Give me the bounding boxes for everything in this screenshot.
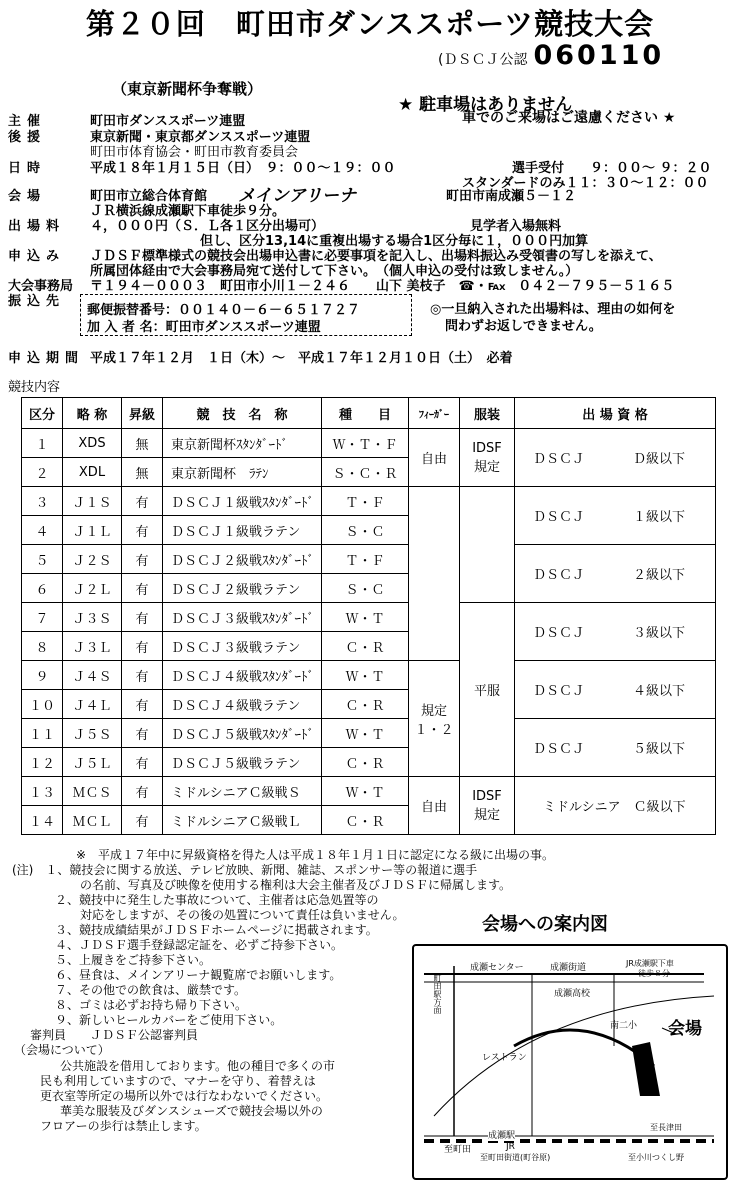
office-row <box>8 275 674 294</box>
cell-dress: 平服 <box>460 603 515 777</box>
cell-promotion: 有 <box>122 545 163 574</box>
qual-org: ＤＳＣＪ <box>533 568 586 583</box>
cell-division: １３ <box>22 777 63 806</box>
refund-1: ◎一旦納入された出場料は、理由の如何を <box>430 302 676 317</box>
datetime: 平成１８年１月１５日（日） ９：００～１９：００ <box>90 161 396 176</box>
cell-dress <box>460 487 515 603</box>
note-9: ９、新しいヒールカバーをご使用下さい。 <box>55 1013 283 1027</box>
map-label: 成瀬センター <box>470 963 524 973</box>
qual-level: Ｄ級以下 <box>633 452 686 467</box>
parking-note: 車でのご来場はご遠慮ください ★ <box>462 110 676 126</box>
cell-dances: Ｗ・Ｔ <box>322 603 409 632</box>
map-label: 成瀬駅 <box>488 1128 515 1141</box>
reception2: スタンダードのみ１１：３０～１２：００ <box>462 176 709 191</box>
qual-level: ３級以下 <box>633 626 686 641</box>
cell-dances: Ｔ・Ｆ <box>322 487 409 516</box>
cell-qualification: ミドルシニア Ｃ級以下 <box>515 777 716 835</box>
cell-division: １１ <box>22 719 63 748</box>
cell-division: ５ <box>22 545 63 574</box>
cell-dances: Ｗ・Ｔ <box>322 777 409 806</box>
venue-rule-5: フロアーの歩行は禁止します。 <box>40 1119 207 1133</box>
cell-division: ３ <box>22 487 63 516</box>
col-header: 出 場 資 格 <box>515 398 716 429</box>
transfer-label: 振込先 <box>8 294 66 309</box>
office-label: 大会事務局 <box>8 279 74 294</box>
cell-abbr: Ｊ２Ｌ <box>63 574 122 603</box>
cell-name: ＤＳＣＪ３級戦ラテン <box>163 632 322 661</box>
apply1: ＪＤＳＦ標準様式の競技会出場申込書に必要事項を記入し、出場料振込み受領書の写しを添えて、 <box>90 249 662 264</box>
cell-division: ８ <box>22 632 63 661</box>
qual-level: ５級以下 <box>633 742 686 757</box>
cell-abbr: Ｊ１Ｌ <box>63 516 122 545</box>
note-2b: 対応をしますが、その後の処置について責任は負いません。 <box>80 908 405 922</box>
cell-dances: Ｔ・Ｆ <box>322 545 409 574</box>
cell-qualification <box>515 603 716 661</box>
approval <box>438 40 664 71</box>
note-7: ７、その他での飲食は、厳禁です。 <box>55 983 247 997</box>
map-title: 会場への案内図 <box>482 914 608 935</box>
approval-label: (ＤＳＣＪ公認 <box>438 52 528 68</box>
dress-idsf: IDSF <box>472 440 502 456</box>
map-label: JR成瀬駅下車 <box>626 959 674 968</box>
venue-address: 町田市南成瀬５－１２ <box>446 189 577 204</box>
cell-division: ７ <box>22 603 63 632</box>
cell-dress <box>460 429 515 487</box>
transfer-name: 加 入 者 名：町田市ダンススポーツ連盟 <box>87 320 321 335</box>
dress-rule: 規定 <box>473 807 500 823</box>
cell-abbr: Ｊ４Ｓ <box>63 661 122 690</box>
map-label: 至町田街道(町谷原) <box>480 1153 551 1162</box>
cell-name: ＤＳＣＪ２級戦ｽﾀﾝﾀﾞｰﾄﾞ <box>163 545 322 574</box>
cell-abbr: XDL <box>63 458 122 487</box>
cell-promotion: 有 <box>122 748 163 777</box>
venue-rule-3: 更衣室等所定の場所以外では行なわないでください。 <box>40 1089 329 1103</box>
fee-label: 出場料 <box>8 219 66 234</box>
qual-level: ２級以下 <box>633 568 686 583</box>
cell-division: １０ <box>22 690 63 719</box>
note-5: ５、上履きをご持参下さい。 <box>55 953 212 967</box>
reception1: 選手受付 ９：００～ ９：２０ <box>512 161 712 176</box>
cell-promotion: 有 <box>122 516 163 545</box>
cell-promotion: 有 <box>122 603 163 632</box>
cell-abbr: ＭＣＳ <box>63 777 122 806</box>
venue-arena: メインアリーナ <box>238 186 356 206</box>
cell-figure <box>409 487 460 661</box>
cell-dances: Ｗ・Ｔ <box>322 719 409 748</box>
cell-dances: Ｗ・Ｔ・Ｆ <box>322 429 409 458</box>
col-header: 区分 <box>22 398 63 429</box>
cell-name: ＤＳＣＪ５級戦ラテン <box>163 748 322 777</box>
cell-name: ＤＳＣＪ３級戦ｽﾀﾝﾀﾞｰﾄﾞ <box>163 603 322 632</box>
cell-name: ミドルシニアＣ級戦Ｌ <box>163 806 322 835</box>
cell-name: ＤＳＣＪ１級戦ラテン <box>163 516 322 545</box>
access: ＪＲ横浜線成瀬駅下車徒歩９分。 <box>90 204 286 219</box>
cell-division: １２ <box>22 748 63 777</box>
cell-name: ミドルシニアＣ級戦Ｓ <box>163 777 322 806</box>
map-label: 至長津田 <box>650 1123 682 1132</box>
table-row <box>22 545 716 574</box>
note-6: ６、昼食は、メインアリーナ観覧席でお願いします。 <box>55 968 342 982</box>
cell-promotion: 無 <box>122 458 163 487</box>
cell-figure <box>409 661 460 777</box>
col-header: 服装 <box>460 398 515 429</box>
cell-promotion: 有 <box>122 661 163 690</box>
qual-org: ＤＳＣＪ <box>533 452 586 467</box>
period-row <box>8 347 513 366</box>
cell-promotion: 有 <box>122 574 163 603</box>
cell-abbr: Ｊ３Ｓ <box>63 603 122 632</box>
cell-promotion: 有 <box>122 719 163 748</box>
cell-dances: Ｓ・Ｃ <box>322 516 409 545</box>
judge: 審判員 ＪＤＳＦ公認審判員 <box>30 1028 199 1042</box>
fee: ４，０００円（Ｓ．Ｌ各１区分出場可） <box>90 219 325 234</box>
map-label: 成瀬高校 <box>554 989 591 999</box>
fee-note: 但し、区分13,14に重複出場する場合1区分毎に１，０００円加算 <box>200 234 589 249</box>
cell-abbr: XDS <box>63 429 122 458</box>
map-label: 徒歩８分 <box>638 969 670 978</box>
cell-dances: Ｃ・Ｒ <box>322 806 409 835</box>
note-8: ８、ゴミは必ずお持ち帰り下さい。 <box>55 998 248 1012</box>
cell-name: 東京新聞杯ｽﾀﾝﾀﾞｰﾄﾞ <box>163 429 322 458</box>
qual-org: ＤＳＣＪ <box>533 626 586 641</box>
table-row <box>22 603 716 632</box>
cell-dances: Ｓ・Ｃ・Ｒ <box>322 458 409 487</box>
map-label: レストラン <box>482 1053 527 1063</box>
sponsor2: 町田市体育協会・町田市教育委員会 <box>90 145 299 160</box>
cell-promotion: 無 <box>122 429 163 458</box>
cell-dances: Ｃ・Ｒ <box>322 690 409 719</box>
cup-title: （東京新聞杯争奪戦） <box>112 80 263 98</box>
datetime-label: 日時 <box>8 161 47 176</box>
venue-rule-1: 公共施設を借用しております。他の種目で多くの市 <box>60 1059 336 1073</box>
cell-dances: Ｓ・Ｃ <box>322 574 409 603</box>
cell-division: １４ <box>22 806 63 835</box>
apply-label: 申込み <box>8 249 66 264</box>
table-row <box>22 429 716 458</box>
cell-qualification <box>515 719 716 777</box>
figure-rule: 規定 <box>420 703 447 719</box>
cell-dances: Ｃ・Ｒ <box>322 632 409 661</box>
table-row <box>22 661 716 690</box>
map-venue-label: 会場 <box>668 1019 702 1039</box>
period: 平成１７年１２月 １日（木）～ 平成１７年１２月１０日（土） 必着 <box>90 351 513 366</box>
apply2: 所属団体経由で大会事務局宛て送付して下さい。 （個人申込の受付は致しません。） <box>90 264 579 279</box>
note-3: ３、競技成績結果がＪＤＳＦホームページに掲載されます。 <box>55 923 378 937</box>
transfer-row <box>8 290 90 309</box>
sponsor1: 東京新聞・東京都ダンススポーツ連盟 <box>90 130 311 145</box>
venue: 町田市立総合体育館 <box>90 189 208 204</box>
note-star: ※ 平成１７年中に昇級資格を得た人は平成１８年１月１日に認定になる級に出場の事。 <box>76 848 555 862</box>
table-row <box>22 487 716 516</box>
cell-qualification <box>515 661 716 719</box>
access-map <box>412 944 728 1180</box>
page-title: 第２０回 町田市ダンススポーツ競技大会 <box>85 7 655 41</box>
venue-rule-2: 民も利用していますので、マナーを守り、着替えは <box>40 1074 316 1088</box>
organizer: 町田市ダンススポーツ連盟 <box>90 114 246 129</box>
note-4: ４、ＪＤＳＦ選手登録認定証を、必ずご持参下さい。 <box>55 938 344 952</box>
datetime-row <box>8 157 396 176</box>
figure-rule-sub: １・２ <box>414 722 454 738</box>
map-label: JR <box>506 1142 515 1152</box>
note-1b: の名前、写真及び映像を使用する権利は大会主催者及びＪＤＳＦに帰属します。 <box>80 878 512 892</box>
note-2: ２、競技中に発生した事故について、主催者は応急処置等の <box>55 893 379 907</box>
cell-abbr: ＭＣＬ <box>63 806 122 835</box>
note-1: (注) １、競技会に関する放送、テレビ放映、新聞、雑誌、スポンサー等の報道に選手 <box>12 863 478 877</box>
dress-rule: 規定 <box>473 459 500 475</box>
competition-table <box>21 397 716 835</box>
cell-qualification <box>515 429 716 487</box>
cell-division: １ <box>22 429 63 458</box>
table-row <box>22 719 716 748</box>
office: 〒１９４－０００３ 町田市小川１－２４６ 山下 美枝子 ☎・℻ ０４２－７９５－５１６５ <box>90 279 675 294</box>
qual-level: ４級以下 <box>633 684 686 699</box>
transfer-box <box>80 294 412 336</box>
col-header: 種 目 <box>322 398 409 429</box>
cell-division: ４ <box>22 516 63 545</box>
cell-promotion: 有 <box>122 632 163 661</box>
cell-abbr: Ｊ２Ｓ <box>63 545 122 574</box>
parking-notice: ★ 駐車場はありません <box>398 95 573 115</box>
cell-abbr: Ｊ３Ｌ <box>63 632 122 661</box>
sponsor-label: 後援 <box>8 130 47 145</box>
col-header: 略 称 <box>63 398 122 429</box>
cell-promotion: 有 <box>122 690 163 719</box>
cell-figure: 自由 <box>409 777 460 835</box>
cell-name: ＤＳＣＪ４級戦ｽﾀﾝﾀﾞｰﾄﾞ <box>163 661 322 690</box>
cell-name: ＤＳＣＪ２級戦ラテン <box>163 574 322 603</box>
cell-division: ９ <box>22 661 63 690</box>
organizer-label: 主催 <box>8 114 47 129</box>
cell-promotion: 有 <box>122 777 163 806</box>
cell-name: 東京新聞杯 ﾗﾃﾝ <box>163 458 322 487</box>
venue-rule-4: 華美な服装及びダンスシューズで競技会場以外の <box>60 1104 323 1118</box>
cell-division: ２ <box>22 458 63 487</box>
cell-figure: 自由 <box>409 429 460 487</box>
cell-dances: Ｗ・Ｔ <box>322 661 409 690</box>
table-caption: 競技内容 <box>8 380 61 395</box>
cell-name: ＤＳＣＪ４級戦ラテン <box>163 690 322 719</box>
period-label: 申込期間 <box>8 351 85 366</box>
cell-qualification <box>515 545 716 603</box>
map-label: 町田駅方面 <box>433 974 442 1014</box>
refund-2: 問わずお返しできません。 <box>445 319 602 334</box>
venue-heading: （会場について） <box>14 1043 110 1057</box>
approval-number: 060110 <box>533 40 665 71</box>
table-header-row <box>22 398 716 429</box>
cell-promotion: 有 <box>122 487 163 516</box>
cell-dances: Ｃ・Ｒ <box>322 748 409 777</box>
cell-abbr: Ｊ４Ｌ <box>63 690 122 719</box>
cell-division: ６ <box>22 574 63 603</box>
qual-org: ＤＳＣＪ <box>533 742 586 757</box>
col-header: ﾌｨｰｶﾞｰ <box>409 398 460 429</box>
venue-label: 会場 <box>8 189 47 204</box>
map-label: 至町田 <box>444 1145 472 1155</box>
col-header: 競 技 名 称 <box>163 398 322 429</box>
qual-level: １級以下 <box>633 510 686 525</box>
transfer-number: 郵便振替番号：００１４０－６－６５１７２７ <box>87 303 361 318</box>
cell-dress <box>460 777 515 835</box>
cell-qualification <box>515 487 716 545</box>
cell-abbr: Ｊ１Ｓ <box>63 487 122 516</box>
col-header: 昇級 <box>122 398 163 429</box>
spectator: 見学者入場無料 <box>470 219 562 234</box>
dress-idsf: IDSF <box>472 788 502 804</box>
cell-name: ＤＳＣＪ５級戦ｽﾀﾝﾀﾞｰﾄﾞ <box>163 719 322 748</box>
cell-name: ＤＳＣＪ１級戦ｽﾀﾝﾀﾞｰﾄﾞ <box>163 487 322 516</box>
qual-org: ＤＳＣＪ <box>533 684 586 699</box>
cell-abbr: Ｊ５Ｌ <box>63 748 122 777</box>
map-label: 至小川つくし野 <box>628 1153 684 1162</box>
map-label: 南二小 <box>610 1021 638 1031</box>
cell-abbr: Ｊ５Ｓ <box>63 719 122 748</box>
map-label: 成瀬街道 <box>550 963 587 973</box>
qual-org: ＤＳＣＪ <box>533 510 586 525</box>
cell-promotion: 有 <box>122 806 163 835</box>
table-row <box>22 777 716 806</box>
